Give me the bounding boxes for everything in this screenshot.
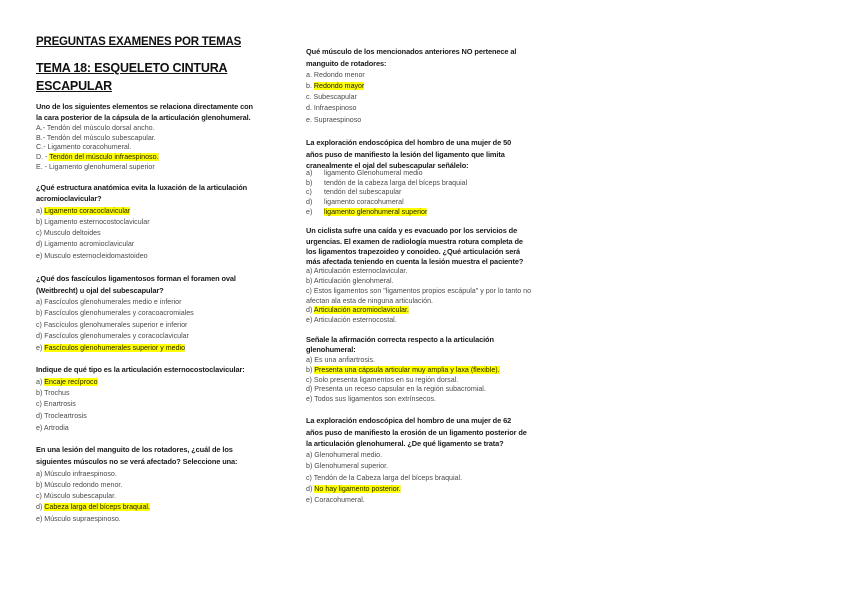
answer-option xyxy=(36,469,117,479)
option-prefix: c) xyxy=(306,474,314,482)
option-prefix: a) xyxy=(306,267,314,275)
question-text: cranealmente el ojal del subescapular señálelo: xyxy=(306,161,469,170)
option-text: Músculo subescapular. xyxy=(43,492,117,500)
answer-option xyxy=(36,491,116,501)
option-text: Músculo infraespinoso. xyxy=(44,470,117,478)
answer-option xyxy=(36,251,148,261)
answer-option xyxy=(306,266,407,276)
answer-option xyxy=(36,297,182,307)
answer-option xyxy=(306,168,423,178)
answer-option-correct xyxy=(36,377,98,387)
option-prefix: b) xyxy=(306,179,313,187)
option-text: Trochus xyxy=(44,389,70,397)
answer-option xyxy=(306,70,365,80)
answer-option xyxy=(36,308,194,318)
option-text: tendón del subescapular xyxy=(324,188,402,196)
answer-option xyxy=(306,473,462,483)
option-prefix: b) xyxy=(306,277,314,285)
option-prefix: e) xyxy=(36,515,45,523)
highlighted-answer-text: Presenta una cápsula articular muy amplia y laxa (flexible). xyxy=(314,366,500,374)
option-prefix: c) xyxy=(306,376,314,384)
option-text: Articulación glenohmeral. xyxy=(313,277,394,285)
option-prefix: d) xyxy=(306,198,313,206)
answer-option xyxy=(306,450,382,460)
question-text: Un ciclista sufre una caída y es evacuado por los servicios de xyxy=(306,226,518,235)
option-text: Músculo supraespinoso. xyxy=(44,515,121,523)
option-prefix: b) xyxy=(306,366,315,374)
option-prefix: b) xyxy=(36,218,45,226)
option-text: tendón de la cabeza larga del bíceps braquial xyxy=(324,179,468,187)
question-text: manguito de rotadores: xyxy=(306,59,387,68)
option-prefix: c) xyxy=(36,229,44,237)
highlighted-answer-text: Fascículos glenohumerales superior y medio xyxy=(44,344,186,352)
option-text: Es una anfiartrosis. xyxy=(314,356,376,364)
question-text: Qué músculo de los mencionados anteriores NO pertenece al xyxy=(306,47,517,56)
option-prefix: a) xyxy=(36,470,45,478)
question-text: ¿Qué dos fascículos ligamentosos forman el foramen oval xyxy=(36,274,236,283)
topic-heading-line2: ESCAPULAR xyxy=(36,79,112,93)
option-prefix: d. xyxy=(306,104,314,112)
question-text: En una lesión del manguito de los rotadores, ¿cuál de los xyxy=(36,445,233,454)
option-text: Ligamento acromioclavicular xyxy=(44,240,135,248)
option-prefix: a. xyxy=(306,71,314,79)
option-prefix: e) xyxy=(36,344,45,352)
option-prefix: c) xyxy=(306,287,314,295)
answer-option xyxy=(306,103,356,113)
option-text: Presenta un receso capsular en la región subacromial. xyxy=(314,385,486,393)
highlighted-answer-text: Encaje recíproco xyxy=(44,378,98,386)
answer-option xyxy=(36,217,150,227)
option-text: Todos sus ligamentos son extrínsecos. xyxy=(314,395,436,403)
answer-option-correct xyxy=(306,484,401,494)
answer-option-correct xyxy=(306,207,427,217)
option-prefix: c) xyxy=(36,492,44,500)
answer-option xyxy=(36,239,134,249)
question-text: glenohumeral: xyxy=(306,345,356,354)
answer-option-correct xyxy=(306,365,500,375)
option-text: Glenohumeral superior. xyxy=(314,462,389,470)
option-text: Enartrosis xyxy=(43,400,76,408)
option-text: Redondo menor xyxy=(313,71,365,79)
option-prefix: c) xyxy=(36,321,44,329)
answer-option xyxy=(36,399,76,409)
option-text: Ligamento coracohumeral. xyxy=(47,143,132,151)
question-text: años puso de manifiesto la erosión de un ligamento posterior de xyxy=(306,428,527,437)
question-text: los ligamentos trapezoideo y conoideo. ¿Qué articulación será xyxy=(306,247,521,256)
answer-option xyxy=(306,495,365,505)
option-text: Ligamento esternocostoclavicular xyxy=(44,218,150,226)
option-prefix: e) xyxy=(306,208,313,216)
option-prefix: e. xyxy=(306,116,314,124)
answer-option xyxy=(306,315,397,325)
option-text: Tendón de la Cabeza larga del bíceps braquial. xyxy=(313,474,463,482)
question-text: (Weitbrecht) u ojal del subescapular? xyxy=(36,286,164,295)
question-text: Uno de los siguientes elementos se relaciona directamente con xyxy=(36,102,253,111)
option-text: Fascículos glenohumerales medio e inferior xyxy=(44,298,182,306)
option-text: Ligamento glenohumeral superior xyxy=(49,163,155,171)
option-prefix: a) xyxy=(36,298,45,306)
option-text: Coracohumeral. xyxy=(314,496,365,504)
option-text: Tendón del músculo subescapular. xyxy=(46,134,156,142)
option-prefix: d) xyxy=(36,240,45,248)
answer-option xyxy=(306,384,486,394)
option-prefix: e) xyxy=(306,496,315,504)
highlighted-answer-text: Cabeza larga del bíceps braquial. xyxy=(44,503,150,511)
highlighted-answer-text: Ligamento coracoclavicular xyxy=(44,207,131,215)
option-prefix: b) xyxy=(36,389,45,397)
option-prefix: d) xyxy=(306,485,315,493)
answer-option-correct xyxy=(36,343,185,353)
question-text: más afectada teniendo en cuenta la lesión muestra el paciente? xyxy=(306,257,524,266)
option-text: Musculo esternocleidomastoideo xyxy=(44,252,148,260)
option-prefix: e) xyxy=(306,395,315,403)
option-prefix: d) xyxy=(36,412,45,420)
option-prefix: C.- xyxy=(36,143,48,151)
option-prefix: c) xyxy=(306,188,312,196)
option-text: Subescapular xyxy=(313,93,357,101)
option-prefix: a) xyxy=(306,356,315,364)
option-prefix: a) xyxy=(36,378,45,386)
document-title: PREGUNTAS EXAMENES POR TEMAS xyxy=(36,36,242,48)
answer-option xyxy=(306,187,401,197)
topic-heading-line1: TEMA 18: ESQUELETO CINTURA xyxy=(36,61,228,75)
option-text: Fascículos glenohumerales superior e inferior xyxy=(43,321,188,329)
option-prefix: a) xyxy=(306,451,315,459)
question-text: siguientes músculos no se verá afectado? Seleccione una: xyxy=(36,457,238,466)
option-prefix: a) xyxy=(36,207,45,215)
question-text: ¿Qué estructura anatómica evita la luxación de la articulación xyxy=(36,183,248,192)
answer-option-correct xyxy=(306,81,364,91)
answer-option xyxy=(36,320,187,330)
option-text: Tendón del músculo dorsal ancho. xyxy=(46,124,155,132)
question-text: años puso de manifiesto la lesión del ligamento que limita xyxy=(306,150,505,159)
question-text: la cara posterior de la cápsula de la articulación glenohumeral. xyxy=(36,113,251,122)
option-text: Artrodia xyxy=(43,424,69,432)
option-text: Articulación esternocostal. xyxy=(313,316,397,324)
question-text: acromioclavicular? xyxy=(36,194,102,203)
option-prefix: A.- xyxy=(36,124,47,132)
highlighted-answer-text: Articulación acromioclavicular. xyxy=(313,306,409,314)
question-text: La exploración endoscópica del hombro de una mujer de 50 xyxy=(306,138,512,147)
answer-option xyxy=(36,411,87,421)
answer-option xyxy=(306,197,404,207)
option-text: Fascículos glenohumerales y coracoclavicular xyxy=(44,332,189,340)
answer-option xyxy=(36,514,121,524)
option-text: Músculo redondo menor. xyxy=(44,481,123,489)
option-prefix: d) xyxy=(306,385,315,393)
answer-option-correct xyxy=(36,502,150,512)
option-prefix: d) xyxy=(36,332,45,340)
question-text: Indique de qué tipo es la articulación esternocostoclavicular: xyxy=(36,365,245,374)
answer-option xyxy=(36,228,101,238)
option-prefix: b) xyxy=(306,462,315,470)
answer-option xyxy=(306,355,375,365)
answer-option xyxy=(36,123,155,133)
question-text: Señale la afirmación correcta respecto a la articulación xyxy=(306,335,494,344)
option-prefix: d) xyxy=(36,503,45,511)
option-prefix: c) xyxy=(36,400,44,408)
option-prefix: e) xyxy=(36,252,45,260)
answer-option xyxy=(306,276,394,286)
option-text: ligamento coracohumeral xyxy=(324,198,404,206)
answer-option xyxy=(36,423,69,433)
option-prefix: B.- xyxy=(36,134,47,142)
option-text: ligamento Glenohumeral medio xyxy=(324,169,423,177)
answer-option xyxy=(36,480,122,490)
answer-option-correct xyxy=(306,305,409,315)
answer-option xyxy=(306,286,542,306)
highlighted-answer-text: No hay ligamento posterior. xyxy=(314,485,401,493)
question-text: la articulación glenohumeral. ¿De qué ligamento se trata? xyxy=(306,439,504,448)
option-prefix: e) xyxy=(36,424,44,432)
option-text: Supraespinoso xyxy=(313,116,362,124)
option-prefix: b. xyxy=(306,82,314,90)
option-text: Solo presenta ligamentos en su región dorsal. xyxy=(313,376,459,384)
option-text: Musculo deltoides xyxy=(43,229,101,237)
answer-option-correct xyxy=(36,206,130,216)
option-text: Estos ligamentos son "ligamentos propios escápula" y por lo tanto no afectan ala esta de ninguna articulación. xyxy=(306,287,532,305)
option-prefix: b) xyxy=(36,309,45,317)
option-prefix: E. - xyxy=(36,163,50,171)
option-text: Trocleartrosis xyxy=(44,412,87,420)
option-prefix: d) xyxy=(306,306,314,314)
answer-option-correct xyxy=(36,152,159,162)
answer-option xyxy=(36,331,189,341)
answer-option xyxy=(36,162,155,172)
option-text: Fascículos glenohumerales y coracoacromiales xyxy=(44,309,194,317)
highlighted-answer-text: Tendón del músculo infraespinoso. xyxy=(49,153,159,161)
option-text: Glenohumeral medio. xyxy=(314,451,383,459)
option-text: Infraespinoso xyxy=(313,104,357,112)
option-prefix: a) xyxy=(306,169,313,177)
option-prefix: b) xyxy=(36,481,45,489)
answer-option xyxy=(36,142,131,152)
highlighted-answer-text: ligamento glenohumeral superior xyxy=(324,208,428,216)
answer-option xyxy=(306,115,361,125)
question-text: La exploración endoscópica del hombro de una mujer de 62 xyxy=(306,416,512,425)
option-prefix: e) xyxy=(306,316,314,324)
answer-option xyxy=(306,92,357,102)
question-text: urgencias. El examen de radiología muestra rotura completa de xyxy=(306,237,523,246)
option-prefix: D. - xyxy=(36,153,50,161)
option-text: Articulación esternoclavicular. xyxy=(313,267,408,275)
highlighted-answer-text: Redondo mayor xyxy=(313,82,365,90)
option-prefix: c. xyxy=(306,93,314,101)
answer-option xyxy=(306,461,388,471)
answer-option xyxy=(306,394,436,404)
answer-option xyxy=(36,388,70,398)
